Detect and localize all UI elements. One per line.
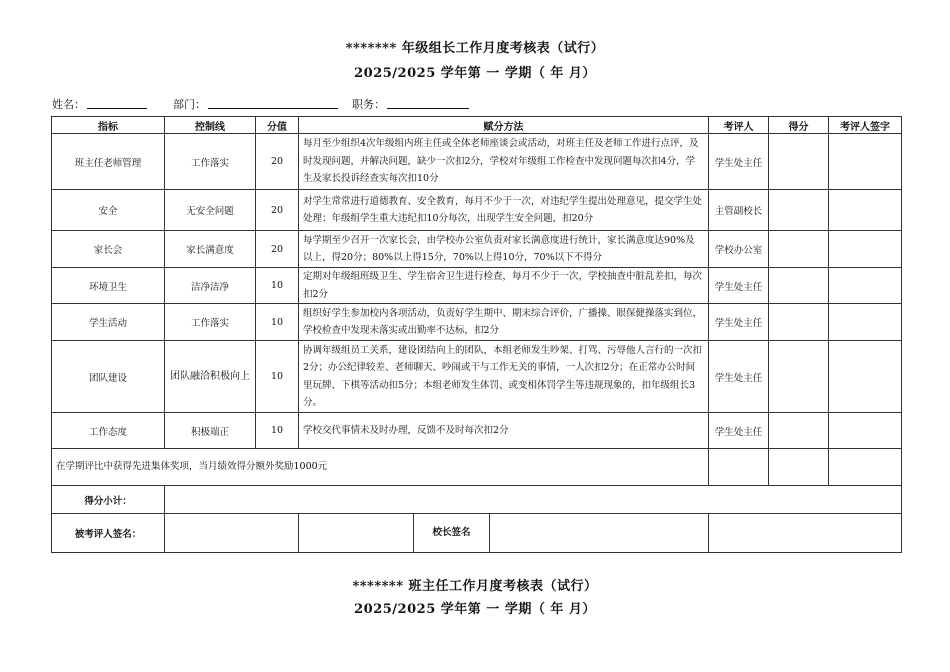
dept-label: 部门：	[173, 98, 206, 111]
bonus-row	[52, 449, 902, 486]
post-label: 职务：	[352, 98, 385, 111]
post-field[interactable]	[387, 96, 469, 109]
row-signature-cell[interactable]	[829, 341, 902, 413]
form-title: ******* 年级组长工作月度考核表（试行）	[345, 41, 605, 56]
row-control: 团队融洽积极向上	[165, 341, 256, 413]
header-indicator: 指标	[52, 117, 165, 134]
row-points-cell[interactable]	[769, 413, 829, 449]
bonus-assessor-cell[interactable]	[709, 449, 769, 486]
assessee-sign-cell[interactable]	[165, 514, 299, 553]
principal-sign-cell[interactable]	[709, 514, 902, 553]
row-points-cell[interactable]	[769, 341, 829, 413]
assessment-table	[51, 116, 902, 553]
row-method: 每学期至少召开一次家长会，由学校办公室负责对家长满意度进行统计，家长满意度达90%及以上，得20分；80%以上得15分，70%以上得10分，70%以下不得分	[299, 231, 709, 268]
assessee-sign-label: 被考评人签名：	[52, 514, 165, 553]
row-signature-cell[interactable]	[829, 304, 902, 341]
row-score: 10	[256, 304, 299, 341]
row-points-cell[interactable]	[769, 304, 829, 341]
header-points: 得分	[769, 117, 829, 134]
header-assessor: 考评人	[709, 117, 769, 134]
row-control: 工作落实	[165, 304, 256, 341]
row-indicator: 安全	[52, 190, 165, 231]
row-control: 工作落实	[165, 134, 256, 190]
table-header-row	[52, 117, 902, 134]
subtotal-value-cell[interactable]	[165, 486, 902, 514]
table-row	[52, 231, 902, 268]
name-label: 姓名：	[52, 98, 85, 111]
assessee-sign-cont[interactable]	[299, 514, 414, 552]
row-points-cell[interactable]	[769, 231, 829, 268]
row-indicator: 环境卫生	[52, 268, 165, 304]
row-assessor: 学生处主任	[709, 304, 769, 341]
header-control: 控制线	[165, 117, 256, 134]
row-indicator: 学生活动	[52, 304, 165, 341]
header-signature: 考评人签字	[829, 117, 902, 134]
header-method: 赋分方法	[299, 117, 709, 134]
row-points-cell[interactable]	[769, 268, 829, 304]
row-indicator: 家长会	[52, 231, 165, 268]
row-method: 组织好学生参加校内各项活动，负责好学生期中、期末综合评价，广播操、眼保健操落实到位，学校检查中发现未落实或出勤率不达标，扣2分	[299, 304, 709, 341]
row-signature-cell[interactable]	[829, 268, 902, 304]
row-score: 20	[256, 190, 299, 231]
row-method: 每月至少组织4次年级组内班主任或全体老师座谈会或活动，对班主任及老师工作进行点评，及时发现问题，并解决问题，缺少一次扣2分，学校对年级组工作检查中发现问题每次扣4分，学生及家长投诉经查实每次扣10分	[299, 134, 709, 190]
signature-split-cell	[299, 514, 709, 553]
row-method: 定期对年级组班级卫生、学生宿舍卫生进行检查，每月不少于一次，学校抽查中脏乱差扣，每次扣2分	[299, 268, 709, 304]
header-score: 分值	[256, 117, 299, 134]
row-assessor: 学生处主任	[709, 134, 769, 190]
table-row	[52, 304, 902, 341]
row-assessor: 主管副校长	[709, 190, 769, 231]
row-method: 对学生常常进行道德教育、安全教育，每月不少于一次，对违纪学生提出处理意见，提交学生处处理；年级组学生重大违纪扣10分每次，出现学生安全问题，扣20分	[299, 190, 709, 231]
row-assessor: 学生处主任	[709, 413, 769, 449]
principal-sign-field[interactable]	[490, 514, 708, 552]
row-signature-cell[interactable]	[829, 190, 902, 231]
table-row	[52, 268, 902, 304]
bonus-points-cell[interactable]	[769, 449, 829, 486]
subtotal-row	[52, 486, 902, 514]
row-score: 20	[256, 231, 299, 268]
row-signature-cell[interactable]	[829, 413, 902, 449]
row-score: 10	[256, 268, 299, 304]
row-assessor: 学生处主任	[709, 268, 769, 304]
row-control: 家长满意度	[165, 231, 256, 268]
info-line	[52, 96, 487, 112]
row-score: 10	[256, 413, 299, 449]
row-score: 10	[256, 341, 299, 413]
table-row	[52, 134, 902, 190]
table-row	[52, 413, 902, 449]
row-control: 积极端正	[165, 413, 256, 449]
row-control: 无安全问题	[165, 190, 256, 231]
bonus-text: 在学期评比中获得先进集体奖项，当月绩效得分额外奖励1000元	[52, 449, 709, 486]
principal-sign-label: 校长签名	[414, 514, 490, 552]
second-form-subtitle: 2025/2025 学年第 一 学期（ 年 月）	[354, 602, 596, 617]
row-indicator: 工作态度	[52, 413, 165, 449]
row-assessor: 学生处主任	[709, 341, 769, 413]
row-method: 协调年级组员工关系，建设团结向上的团队，本组老师发生吵架、打骂、污辱他人言行的一次扣2分；办公纪律较差、老师聊天、吵闹或干与工作无关的事情，一人次扣2分；在正常办公时间里玩牌、下棋等活动扣5分；本组老师发生体罚、或变相体罚学生等违规现象的，扣年级组长3分。	[299, 341, 709, 413]
row-indicator: 班主任老师管理	[52, 134, 165, 190]
row-assessor: 学校办公室	[709, 231, 769, 268]
second-form-title: ******* 班主任工作月度考核表（试行）	[352, 579, 598, 594]
row-indicator: 团队建设	[52, 341, 165, 413]
name-field[interactable]	[87, 96, 147, 109]
row-points-cell[interactable]	[769, 190, 829, 231]
form-subtitle: 2025/2025 学年第 一 学期（ 年 月）	[354, 66, 596, 81]
dept-field[interactable]	[208, 96, 338, 109]
row-control: 洁净洁净	[165, 268, 256, 304]
bonus-signature-cell[interactable]	[829, 449, 902, 486]
row-points-cell[interactable]	[769, 134, 829, 190]
signature-row	[52, 514, 902, 553]
table-row	[52, 190, 902, 231]
subtotal-label: 得分小计：	[52, 486, 165, 514]
row-method: 学校交代事情未及时办理，反馈不及时每次扣2分	[299, 413, 709, 449]
row-signature-cell[interactable]	[829, 134, 902, 190]
table-row	[52, 341, 902, 413]
row-score: 20	[256, 134, 299, 190]
row-signature-cell[interactable]	[829, 231, 902, 268]
